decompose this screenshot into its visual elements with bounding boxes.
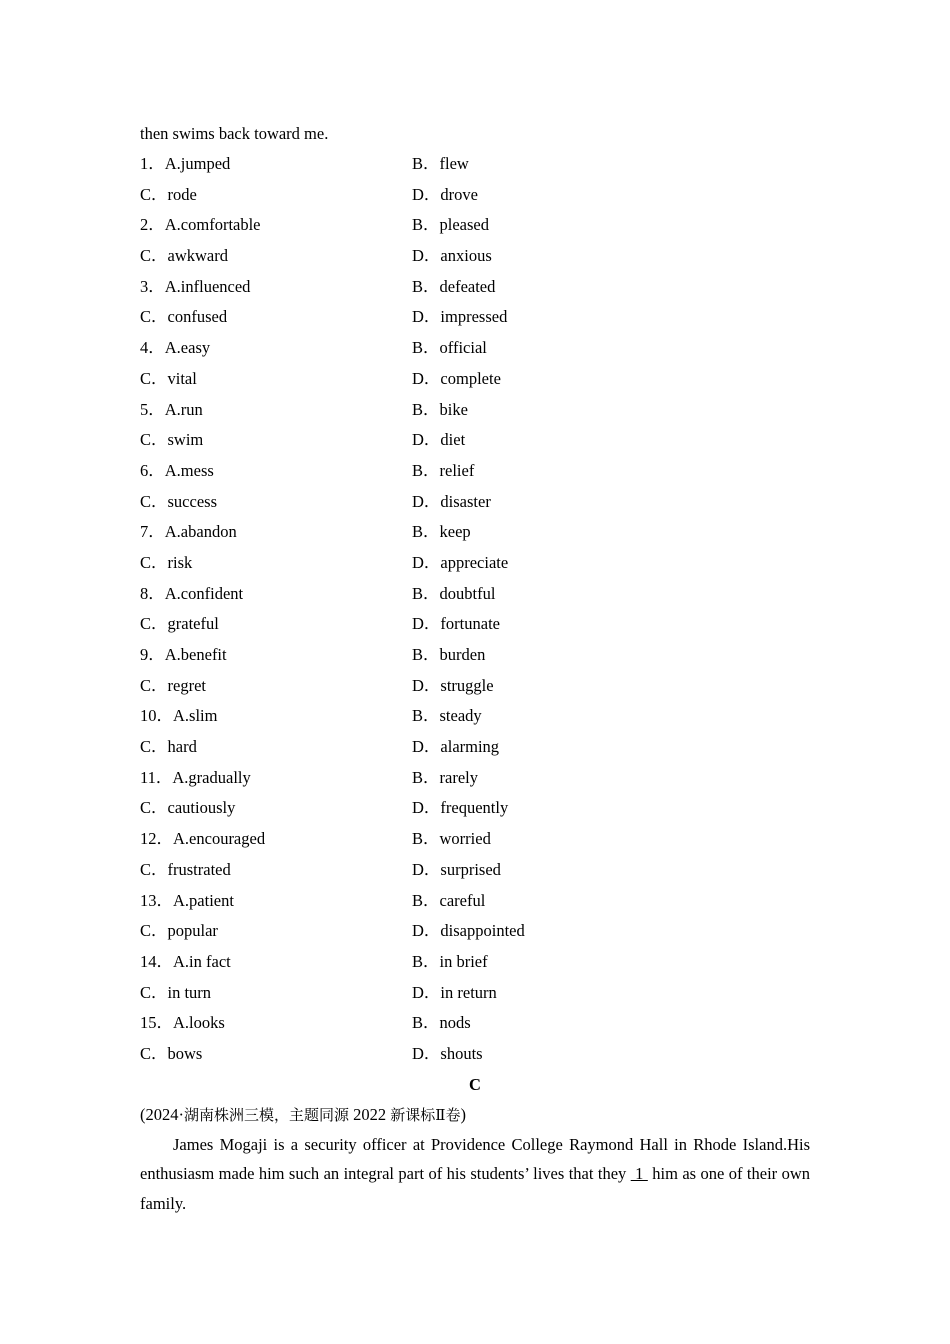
option-row xyxy=(140,978,810,1009)
option-d: D．impressed xyxy=(412,307,508,327)
option-row xyxy=(140,333,810,364)
option-b: B．nods xyxy=(412,1013,471,1033)
option-a: 12．A.encouraged xyxy=(140,829,266,849)
option-row xyxy=(140,701,810,732)
passage-paragraph xyxy=(140,1130,810,1219)
option-a: 9．A.benefit xyxy=(140,645,227,664)
option-a: 7．A.abandon xyxy=(140,522,237,542)
option-b: B．keep xyxy=(412,522,471,542)
option-row xyxy=(140,210,810,241)
option-d: D．disaster xyxy=(412,491,491,511)
option-c: C．frustrated xyxy=(140,859,231,879)
option-c: C．success xyxy=(140,491,217,511)
option-b: B．relief xyxy=(412,460,475,480)
source-year: 2022 xyxy=(349,1104,391,1124)
option-c: C．bows xyxy=(140,1043,203,1063)
option-c: C．awkward xyxy=(140,246,228,266)
option-row xyxy=(140,302,810,333)
option-d: D．diet xyxy=(412,430,466,450)
option-a: 15．A.looks xyxy=(140,1013,225,1033)
option-b: B．official xyxy=(412,338,487,358)
option-row xyxy=(140,763,810,794)
option-b: B．bike xyxy=(412,399,468,419)
option-d: D．complete xyxy=(412,368,501,388)
source-label: 新课标Ⅱ卷 xyxy=(390,1105,461,1124)
option-row xyxy=(140,180,810,211)
option-b: B．pleased xyxy=(412,215,489,235)
option-a: 8．A.confident xyxy=(140,583,244,603)
option-row xyxy=(140,579,810,610)
option-d: D．disappointed xyxy=(412,921,525,941)
option-a: 4．A.easy xyxy=(140,338,211,358)
option-a: 10．A.slim xyxy=(140,706,218,726)
option-c: C．in turn xyxy=(140,982,212,1002)
option-row xyxy=(140,456,810,487)
option-a: 13．A.patient xyxy=(140,890,234,910)
option-a: 11．A.gradually xyxy=(140,767,251,787)
option-row xyxy=(140,548,810,579)
option-c: C．hard xyxy=(140,737,197,757)
option-row xyxy=(140,272,810,303)
intro-text: then swims back toward me. xyxy=(140,124,329,143)
option-row xyxy=(140,671,810,702)
option-c: C．rode xyxy=(140,184,197,204)
option-row xyxy=(140,1008,810,1039)
option-c: C．swim xyxy=(140,430,204,450)
passage-part2: him as one of their own family. xyxy=(140,1164,810,1213)
option-d: D．drove xyxy=(412,184,478,204)
option-a: 5．A.run xyxy=(140,399,203,419)
option-row xyxy=(140,855,810,886)
option-b: B．in brief xyxy=(412,951,488,971)
option-c: C．popular xyxy=(140,921,218,941)
option-d: D．anxious xyxy=(412,246,492,266)
source-line xyxy=(140,1100,810,1130)
option-b: B．flew xyxy=(412,154,469,173)
option-b: B．burden xyxy=(412,645,486,664)
option-b: B．careful xyxy=(412,890,486,910)
blank-1: 1 xyxy=(630,1164,648,1184)
option-c: C．risk xyxy=(140,552,193,572)
options-list xyxy=(140,149,810,1070)
option-row xyxy=(140,640,810,671)
option-b: B．worried xyxy=(412,829,491,849)
option-a: 3．A.influenced xyxy=(140,276,251,296)
option-row xyxy=(140,732,810,763)
option-d: D．alarming xyxy=(412,737,500,757)
document-page xyxy=(140,119,810,1218)
option-c: C．regret xyxy=(140,675,206,695)
option-c: C．vital xyxy=(140,368,197,388)
option-row xyxy=(140,149,810,180)
option-d: D．struggle xyxy=(412,675,494,695)
option-b: B．rarely xyxy=(412,767,478,787)
source-place: 湖南株洲三模，主题同源 xyxy=(184,1105,350,1124)
option-row xyxy=(140,517,810,548)
option-row xyxy=(140,241,810,272)
source-close: ) xyxy=(460,1104,466,1124)
option-a: 14．A.in fact xyxy=(140,951,231,971)
option-c: C．grateful xyxy=(140,614,219,634)
option-c: C．confused xyxy=(140,307,228,327)
option-d: D．fortunate xyxy=(412,614,500,634)
option-b: B．doubtful xyxy=(412,583,496,603)
option-a: 1．A.jumped xyxy=(140,154,231,173)
passage-part1: James Mogaji is a security officer at Providence College Raymond Hall in Rhode Island.His enthusiasm made him such an integral part of his students’ lives that they xyxy=(140,1134,810,1184)
option-d: D．appreciate xyxy=(412,552,509,572)
option-row xyxy=(140,487,810,518)
option-d: D．surprised xyxy=(412,859,501,879)
option-a: 6．A.mess xyxy=(140,460,214,480)
option-row xyxy=(140,886,810,917)
option-row xyxy=(140,364,810,395)
option-row xyxy=(140,947,810,978)
option-row xyxy=(140,824,810,855)
option-d: D．frequently xyxy=(412,798,509,818)
option-b: B．steady xyxy=(412,706,482,726)
option-a: 2．A.comfortable xyxy=(140,215,261,235)
section-title: C xyxy=(469,1074,481,1094)
option-row xyxy=(140,916,810,947)
option-row xyxy=(140,395,810,426)
option-d: D．shouts xyxy=(412,1043,483,1063)
option-row xyxy=(140,1039,810,1070)
source-open: (2024· xyxy=(140,1104,184,1124)
option-row xyxy=(140,609,810,640)
option-d: D．in return xyxy=(412,982,497,1002)
option-row xyxy=(140,793,810,824)
option-row xyxy=(140,425,810,456)
option-b: B．defeated xyxy=(412,276,496,296)
option-c: C．cautiously xyxy=(140,798,236,818)
